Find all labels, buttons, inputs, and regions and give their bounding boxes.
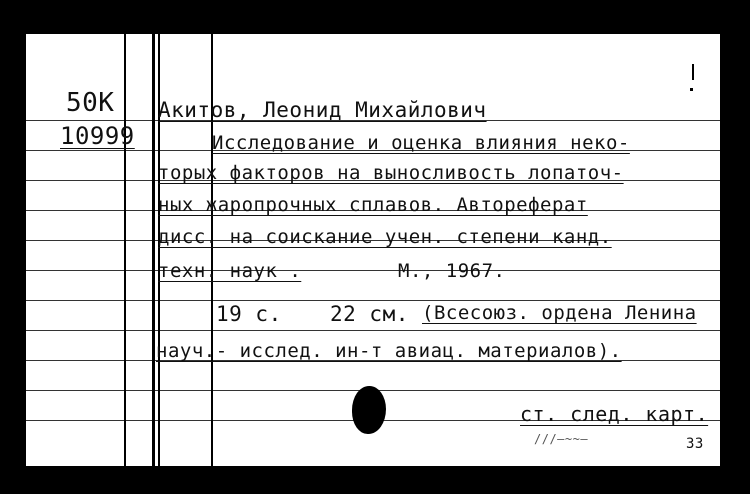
series-line: (Всесоюз. ордена Ленина — [422, 302, 697, 324]
title-line: торых факторов на выносливость лопаточ- — [158, 162, 624, 184]
margin-line-left — [124, 34, 126, 466]
ruled-line — [26, 270, 720, 271]
scribble-note: ///—~~— — [534, 432, 589, 446]
catalog-card — [26, 34, 720, 466]
ruled-line — [26, 300, 720, 301]
pagination: 19 с. — [216, 302, 282, 326]
author-heading: Акитов, Леонид Михайлович — [158, 98, 487, 122]
title-line: ных жаропрочных сплавов. Автореферат — [158, 194, 588, 216]
margin-line-double-a — [152, 34, 155, 466]
ink-blot — [352, 386, 386, 434]
imprint: М., 1967. — [398, 260, 506, 282]
title-line: Исследование и оценка влияния неко- — [212, 132, 630, 154]
series-line: науч.- исслед. ин-т авиац. материалов). — [156, 340, 622, 362]
ink-mark — [690, 88, 693, 91]
inventory-number: 10999 — [60, 122, 135, 150]
ruled-line — [26, 330, 720, 331]
title-line: дисс. на соискание учен. степени канд. — [158, 226, 612, 248]
title-line: техн. наук . — [158, 260, 302, 282]
ink-mark — [692, 64, 694, 80]
dimensions: 22 см. — [330, 302, 409, 326]
corner-note: 33 — [686, 436, 704, 452]
shelf-mark: ст. след. карт. — [520, 402, 709, 426]
call-number: 50К — [66, 88, 115, 118]
